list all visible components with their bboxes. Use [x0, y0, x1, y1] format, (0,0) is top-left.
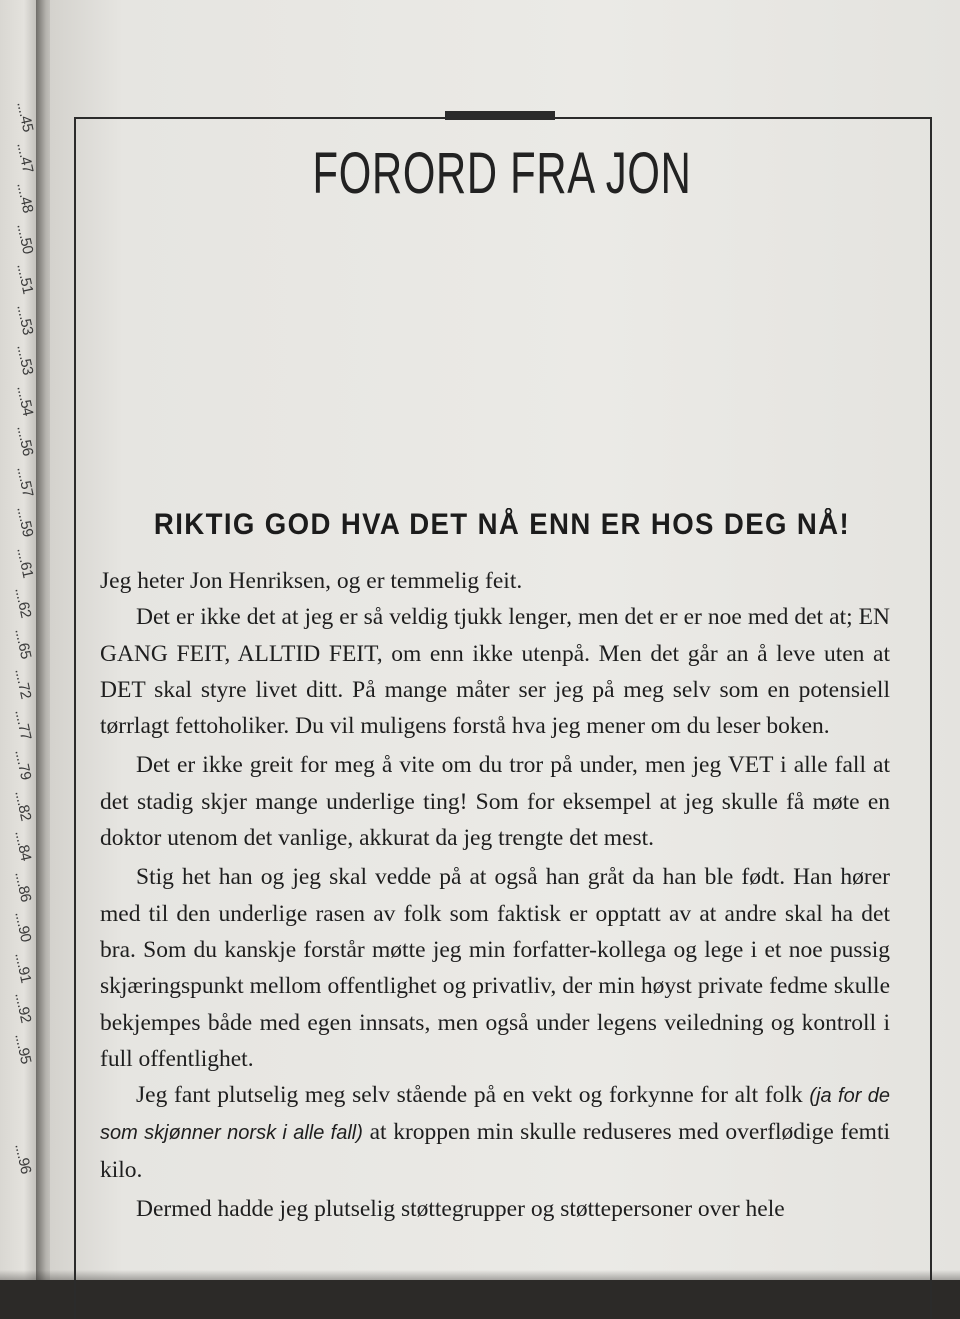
page-edge-shadow — [0, 1270, 960, 1280]
toc-page-number: ....96 — [11, 1142, 35, 1176]
toc-page-number: ....45 — [13, 100, 37, 134]
toc-page-number: ....62 — [11, 586, 35, 620]
body-text — [100, 563, 890, 1227]
toc-page-number: ....91 — [11, 950, 35, 984]
toc-page-number: ....59 — [13, 505, 37, 539]
toc-page-number: ....57 — [13, 464, 37, 498]
toc-page-number: ....50 — [13, 221, 37, 255]
chapter-title: FORORD FRA JON — [312, 141, 692, 206]
toc-page-number: ....86 — [11, 869, 35, 903]
toc-page-number: ....61 — [13, 545, 37, 579]
toc-page-number: ....90 — [11, 910, 35, 944]
toc-page-number: ....82 — [11, 788, 35, 822]
toc-page-number: ....72 — [11, 667, 35, 701]
paragraph-5 — [100, 1077, 890, 1188]
paragraph-3: Det er ikke greit for meg å vite om du tror på under, men jeg VET i alle fall at det stadig skjer mange underlige ting! Som for eksempel at jeg skulle få møte en doktor utenom det vanlige, akkurat da jeg trengte det mest. — [100, 752, 890, 852]
toc-page-number: ....65 — [11, 626, 35, 660]
paragraph-4: Stig het han og jeg skal vedde på at også han gråt da han ble født. Han hører med til den underlige rasen av folk som faktisk er opptatt av at andre skal ha det bra. Som du kanskje forstår møtte jeg min forfatter-kollega og lege i et noe pussig skjæringspunkt mellom offentlighet og privatliv, der min høyst private fedme skulle bekjempes både med egen innsats, men også under legens veiledning og kontroll i full offentlighet. — [100, 864, 890, 1072]
paragraph-6: Dermed hadde jeg plutselig støttegrupper og støttepersoner over hele — [136, 1196, 785, 1223]
paragraph-5-start: Jeg fant plutselig meg selv stående på en vekt og forkynne for alt folk — [136, 1082, 803, 1109]
paragraph-2: Det er ikke det at jeg er så veldig tjukk lenger, men det er er noe med det at; EN GANG FEIT, ALLTID FEIT, om enn ikke utenpå. Men det går an å leve uten at DET skal styre livet ditt. På mange måter ser jeg på meg selv som en potensiell tørrlagt fettoholiker. Du vil muligens forstå hva jeg mener om du leser boken. — [100, 604, 890, 740]
toc-page-number: ....51 — [13, 262, 37, 296]
toc-page-number: ....47 — [13, 140, 37, 174]
frame-top-bar — [445, 111, 555, 120]
toc-page-number: ....77 — [11, 707, 35, 741]
paragraph-5-end: at kroppen min skulle reduseres med overflødige femti kilo. — [100, 1119, 891, 1183]
section-heading: RIKTIG GOD HVA DET NÅ ENN ER HOS DEG NÅ! — [153, 508, 851, 541]
toc-page-number: ....95 — [11, 1031, 35, 1065]
toc-page-number: ....53 — [13, 302, 37, 336]
toc-page-number: ....56 — [13, 424, 37, 458]
toc-page-number: ....48 — [13, 181, 37, 215]
paragraph-1: Jeg heter Jon Henriksen, og er temmelig feit. — [100, 568, 523, 594]
toc-page-number: ....79 — [11, 748, 35, 782]
toc-page-number: ....92 — [11, 991, 35, 1025]
previous-page — [0, 0, 40, 1280]
toc-page-number: ....53 — [13, 343, 37, 377]
toc-page-number: ....54 — [13, 383, 37, 417]
paragraph-5-italic: (ja for de som skjønner norsk i alle fall) — [100, 1085, 890, 1145]
toc-page-number: ....84 — [11, 829, 35, 863]
